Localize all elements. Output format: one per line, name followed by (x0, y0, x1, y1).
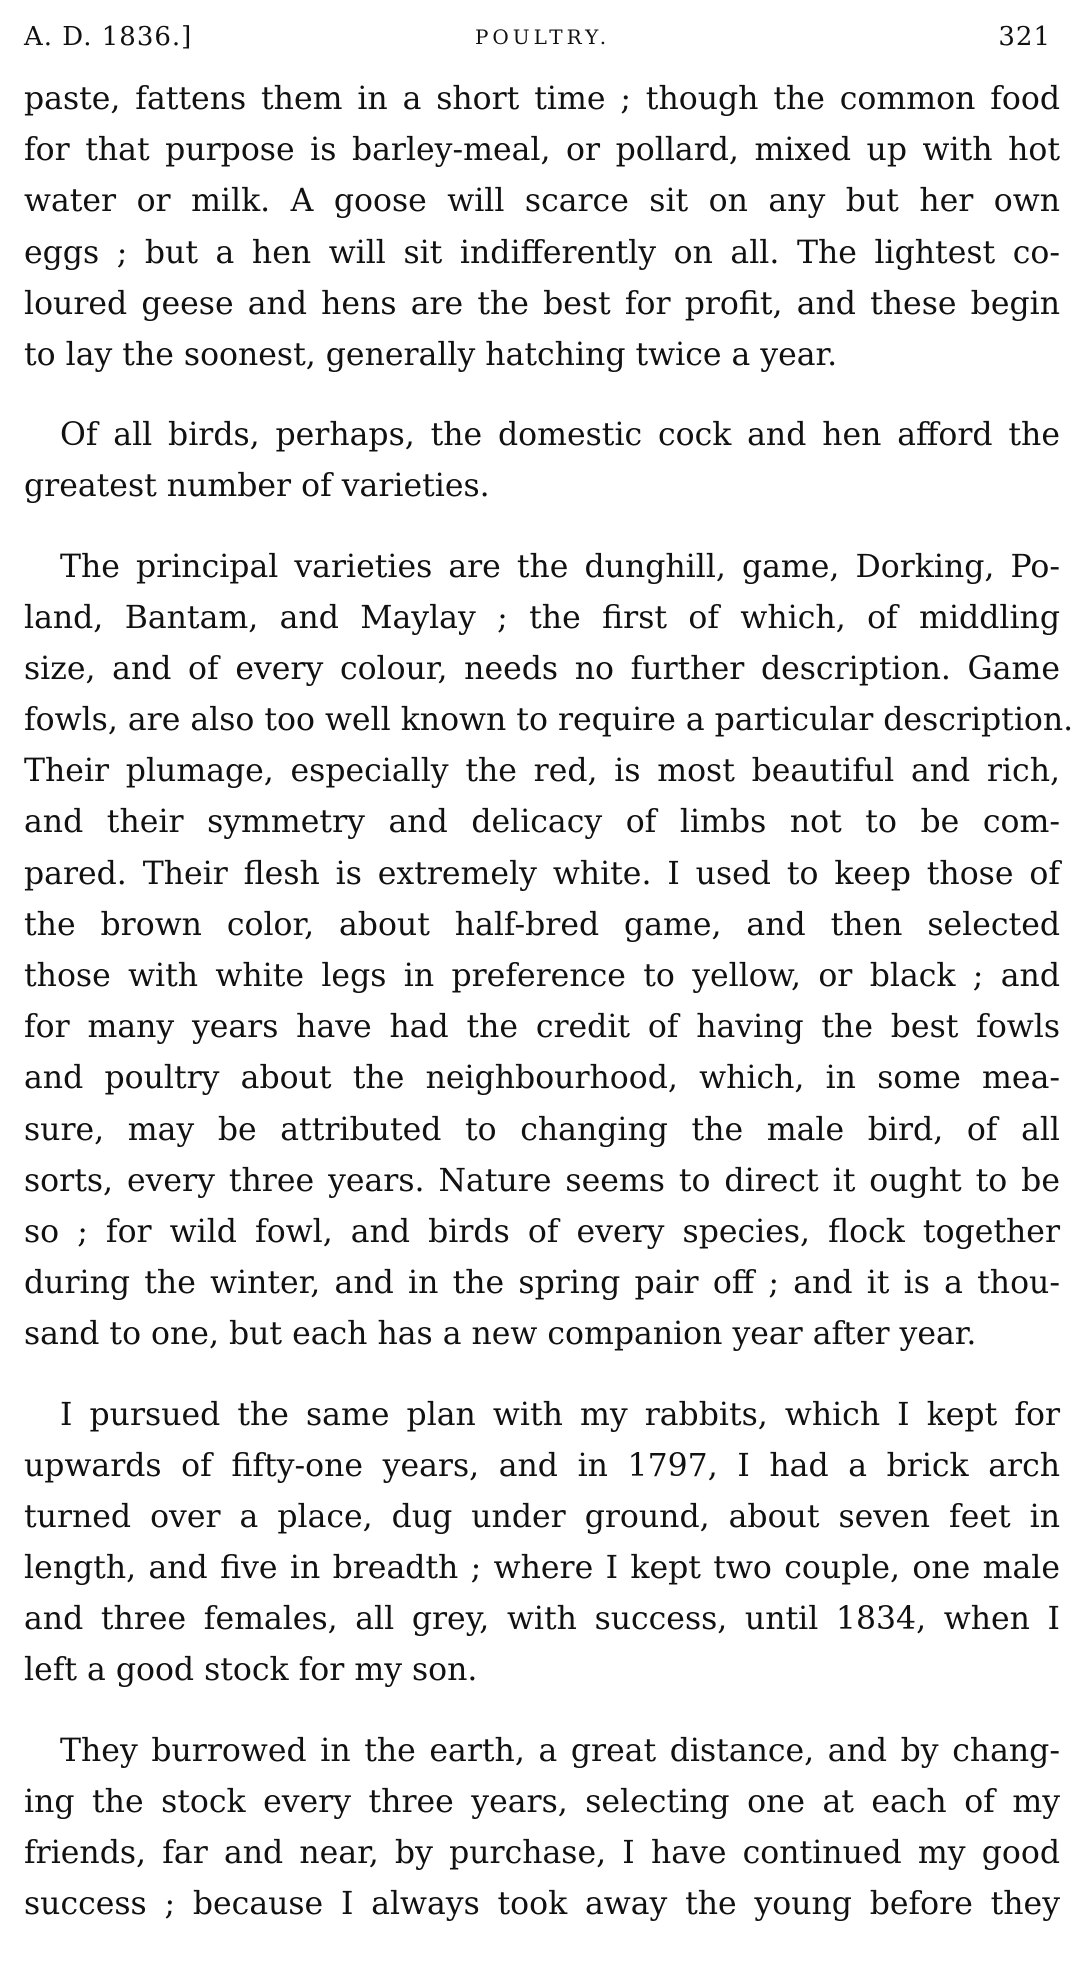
text-line: They burrowed in the earth, a great distance, and by chang- (60, 1732, 1060, 1769)
text-line: fowls, are also too well known to require a particular description. (24, 702, 1074, 739)
text-line: the brown color, about half-bred game, and then selected (24, 906, 1060, 943)
text-line: size, and of every colour, needs no further description. Game (24, 650, 1060, 687)
text-line: paste, fattens them in a short time ; though the common food (24, 81, 1060, 117)
text-line: loured geese and hens are the best for profit, and these begin (24, 285, 1060, 322)
text-line: and their symmetry and delicacy of limbs not to be com- (24, 804, 1060, 841)
text-line: left a good stock for my son. (24, 1652, 478, 1689)
text-line: greatest number of varieties. (24, 468, 490, 505)
text-line: pared. Their flesh is extremely white. I used to keep those of (24, 855, 1060, 892)
text-line: The principal varieties are the dunghill, game, Dorking, Po- (60, 548, 1060, 585)
body-text (24, 74, 1074, 1930)
text-line: Of all birds, perhaps, the domestic cock and hen afford the (60, 417, 1060, 454)
text-line: so ; for wild fowl, and birds of every species, flock together (24, 1213, 1060, 1250)
paragraph-3 (24, 542, 1074, 1361)
text-line: sorts, every three years. Nature seems to direct it ought to be (24, 1162, 1060, 1199)
text-line: for many years have had the credit of having the best fowls (24, 1009, 1060, 1046)
text-line: and three females, all grey, with success, until 1834, when I (24, 1601, 1060, 1638)
paragraph-4 (24, 1390, 1060, 1697)
text-line: I pursued the same plan with my rabbits, which I kept for (60, 1396, 1060, 1433)
text-line: and poultry about the neighbourhood, which, in some mea- (24, 1060, 1060, 1097)
paragraph-2 (24, 410, 1060, 512)
running-head-title: POULTRY. (474, 25, 611, 49)
page-number: 321 (998, 22, 1051, 52)
text-line: length, and five in breadth ; where I kept two couple, one male (24, 1550, 1060, 1587)
text-line: sand to one, but each has a new companion year after year. (24, 1316, 977, 1353)
paragraph-5 (24, 1726, 1060, 1931)
text-line: during the winter, and in the spring pair off ; and it is a thou- (24, 1265, 1060, 1302)
text-line: those with white legs in preference to yellow, or black ; and (24, 958, 1060, 994)
text-line: eggs ; but a hen will sit indifferently on all. The lightest co- (24, 234, 1060, 271)
running-head-date: A. D. 1836.] (24, 22, 193, 52)
text-line: turned over a place, dug under ground, about seven feet in (24, 1498, 1060, 1535)
text-line: land, Bantam, and Maylay ; the first of which, of middling (24, 599, 1060, 636)
text-line: upwards of fifty-one years, and in 1797, I had a brick arch (24, 1447, 1060, 1484)
text-line: sure, may be attributed to changing the male bird, of all (24, 1111, 1060, 1148)
text-line: friends, far and near, by purchase, I have continued my good (24, 1835, 1060, 1871)
text-line: for that purpose is barley-meal, or pollard, mixed up with hot (24, 132, 1060, 169)
text-line: ing the stock every three years, selecting one at each of my (24, 1783, 1060, 1820)
text-line: success ; because I always took away the young before they (24, 1886, 1060, 1923)
paragraph-1 (24, 74, 1060, 381)
text-line: water or milk. A goose will scarce sit on any but her own (24, 183, 1060, 220)
running-head (24, 22, 1061, 52)
text-line: Their plumage, especially the red, is most beautiful and rich, (24, 753, 1060, 790)
text-line: to lay the soonest, generally hatching twice a year. (24, 336, 838, 373)
